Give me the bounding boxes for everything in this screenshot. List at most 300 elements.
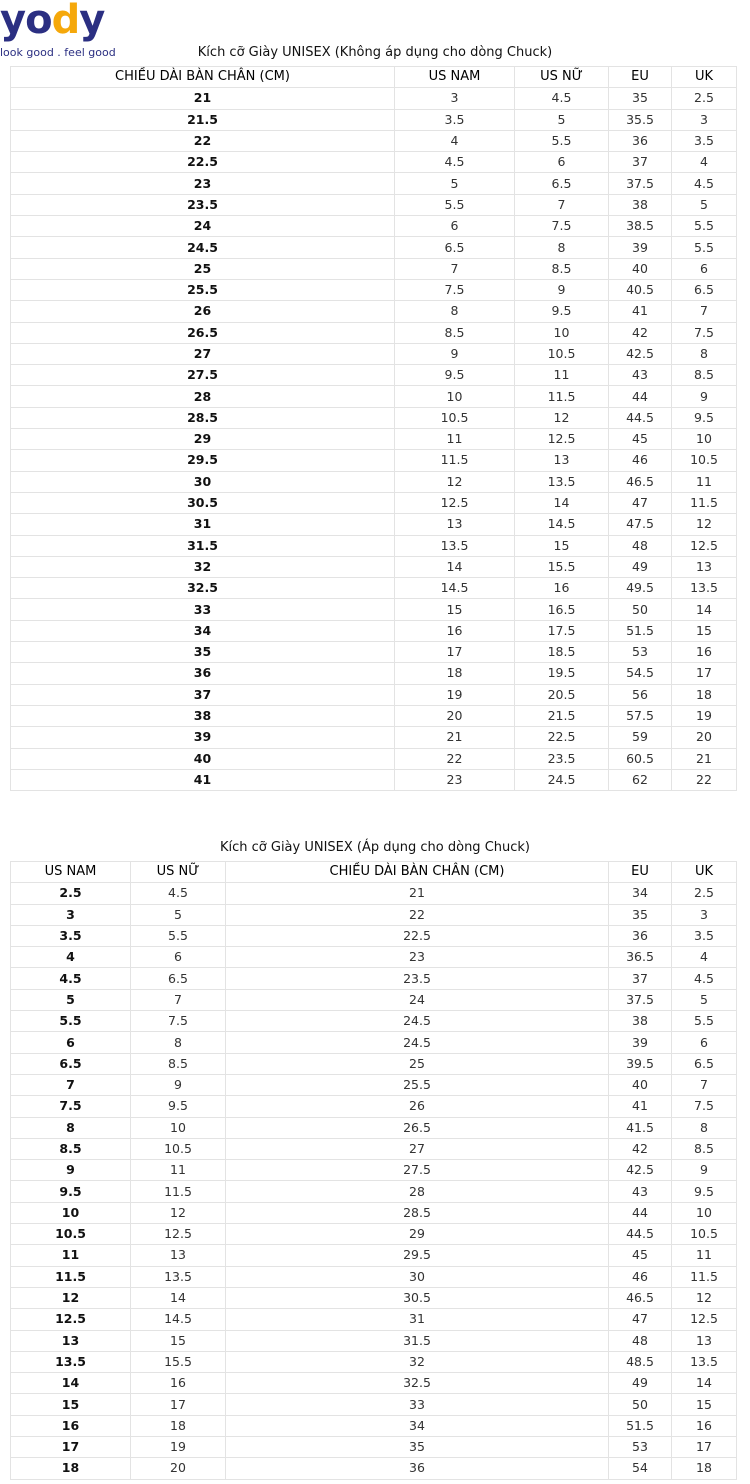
table1-cell: 9.5: [515, 301, 609, 322]
table1-cell: 49.5: [609, 578, 672, 599]
table1-cell: 43: [609, 365, 672, 386]
table2-header-us-men: US NAM: [11, 862, 131, 883]
table1-cell: 11.5: [395, 450, 515, 471]
table1-cell: 6.5: [395, 237, 515, 258]
table1-row: [11, 492, 737, 513]
table1-cell: 46: [609, 450, 672, 471]
table2-cell: 13.5: [131, 1266, 226, 1287]
table1-row: [11, 769, 737, 790]
table2-cell: 11.5: [672, 1266, 737, 1287]
table2-cell: 24.5: [226, 1011, 609, 1032]
table1-cell: 21.5: [11, 109, 395, 130]
table1-cell: 27: [11, 343, 395, 364]
table2-cell: 26.5: [226, 1117, 609, 1138]
table2-cell: 7: [131, 989, 226, 1010]
table1-cell: 42.5: [609, 343, 672, 364]
table2-cell: 27: [226, 1138, 609, 1159]
table1-cell: 22: [11, 130, 395, 151]
table2-cell: 18: [131, 1415, 226, 1436]
table2-cell: 30.5: [226, 1287, 609, 1308]
table1-cell: 8: [515, 237, 609, 258]
table2-cell: 6: [672, 1032, 737, 1053]
table1-cell: 15.5: [515, 556, 609, 577]
table2-cell: 35: [226, 1437, 609, 1458]
table2-cell: 3: [11, 904, 131, 925]
table1-cell: 50: [609, 599, 672, 620]
table2-cell: 18: [672, 1458, 737, 1479]
table1-cell: 29: [11, 429, 395, 450]
table1-cell: 8.5: [672, 365, 737, 386]
table1-row: [11, 258, 737, 279]
table1-row: [11, 705, 737, 726]
table2-row: [11, 904, 737, 925]
table1-cell: 5: [515, 109, 609, 130]
table2-cell: 34: [609, 883, 672, 904]
table2-cell: 17: [11, 1437, 131, 1458]
table1-cell: 12: [515, 407, 609, 428]
table1-cell: 28.5: [11, 407, 395, 428]
table2-header-uk: UK: [672, 862, 737, 883]
table2-cell: 36: [226, 1458, 609, 1479]
table2-cell: 54: [609, 1458, 672, 1479]
table2-cell: 3: [672, 904, 737, 925]
table2-cell: 20: [131, 1458, 226, 1479]
table2-header-foot-length: CHIỀU DÀI BÀN CHÂN (CM): [226, 862, 609, 883]
table2-cell: 9.5: [672, 1181, 737, 1202]
table1-cell: 12.5: [515, 429, 609, 450]
table1-cell: 23.5: [11, 194, 395, 215]
table2-cell: 5.5: [131, 925, 226, 946]
table2-cell: 13: [11, 1330, 131, 1351]
table1-cell: 35: [609, 88, 672, 109]
table1-cell: 11: [515, 365, 609, 386]
table1-row: [11, 173, 737, 194]
table1-row: [11, 194, 737, 215]
table1-cell: 5: [395, 173, 515, 194]
table2-row: [11, 1160, 737, 1181]
table2-header-row: [11, 862, 737, 883]
table1-cell: 14: [672, 599, 737, 620]
table1-row: [11, 365, 737, 386]
table1-cell: 13.5: [395, 535, 515, 556]
table2-cell: 5.5: [672, 1011, 737, 1032]
table1-cell: 25: [11, 258, 395, 279]
table2-cell: 31.5: [226, 1330, 609, 1351]
table2-row: [11, 1437, 737, 1458]
table2-cell: 27.5: [226, 1160, 609, 1181]
table2-cell: 10.5: [11, 1224, 131, 1245]
table1-cell: 62: [609, 769, 672, 790]
table2-row: [11, 925, 737, 946]
table2-header-eu: EU: [609, 862, 672, 883]
table1-row: [11, 514, 737, 535]
table2-cell: 10: [672, 1202, 737, 1223]
table2-row: [11, 1330, 737, 1351]
table1-cell: 22: [672, 769, 737, 790]
table2-cell: 51.5: [609, 1415, 672, 1436]
table1-cell: 10.5: [395, 407, 515, 428]
table1-cell: 38.5: [609, 216, 672, 237]
table1-row: [11, 109, 737, 130]
table2-cell: 8.5: [11, 1138, 131, 1159]
table1-cell: 13.5: [672, 578, 737, 599]
table2-cell: 13: [672, 1330, 737, 1351]
table1-cell: 5.5: [672, 216, 737, 237]
table1-header-eu: EU: [609, 67, 672, 88]
table1-cell: 18: [672, 684, 737, 705]
table2-cell: 14.5: [131, 1309, 226, 1330]
table1-cell: 37: [11, 684, 395, 705]
table1-row: [11, 535, 737, 556]
table1-row: [11, 386, 737, 407]
table1-cell: 38: [11, 705, 395, 726]
table2-cell: 23: [226, 947, 609, 968]
table1-cell: 21.5: [515, 705, 609, 726]
table1-cell: 20: [672, 727, 737, 748]
table2-cell: 31: [226, 1309, 609, 1330]
table1-cell: 7: [515, 194, 609, 215]
table2-cell: 45: [609, 1245, 672, 1266]
table1-header-foot-length: CHIỀU DÀI BÀN CHÂN (CM): [11, 67, 395, 88]
table1-cell: 56: [609, 684, 672, 705]
table1-cell: 42: [609, 322, 672, 343]
table1-cell: 10.5: [672, 450, 737, 471]
table1-cell: 18: [395, 663, 515, 684]
table2-row: [11, 989, 737, 1010]
table2-cell: 10: [11, 1202, 131, 1223]
table2-cell: 13.5: [11, 1351, 131, 1372]
table2-cell: 9: [672, 1160, 737, 1181]
table2-cell: 49: [609, 1373, 672, 1394]
table2-row: [11, 1138, 737, 1159]
table2-cell: 6: [131, 947, 226, 968]
table2-cell: 2.5: [11, 883, 131, 904]
table1-row: [11, 343, 737, 364]
table1-cell: 41: [11, 769, 395, 790]
table1-cell: 11.5: [515, 386, 609, 407]
table1-cell: 11: [672, 471, 737, 492]
table1-row: [11, 556, 737, 577]
table2-cell: 32: [226, 1351, 609, 1372]
table2-cell: 14: [11, 1373, 131, 1394]
table2-cell: 21: [226, 883, 609, 904]
table2-row: [11, 968, 737, 989]
table1-cell: 18.5: [515, 642, 609, 663]
table1-cell: 38: [609, 194, 672, 215]
table2-cell: 6.5: [11, 1053, 131, 1074]
table2-cell: 3.5: [672, 925, 737, 946]
table1-cell: 57.5: [609, 705, 672, 726]
table1-cell: 8: [395, 301, 515, 322]
table1-cell: 32.5: [11, 578, 395, 599]
table1-cell: 8.5: [395, 322, 515, 343]
table1-cell: 27.5: [11, 365, 395, 386]
table1-cell: 47: [609, 492, 672, 513]
table1-cell: 13: [515, 450, 609, 471]
table1-cell: 10: [395, 386, 515, 407]
table2-cell: 12: [11, 1287, 131, 1308]
table1-cell: 4.5: [672, 173, 737, 194]
table1-row: [11, 237, 737, 258]
table1-cell: 10: [672, 429, 737, 450]
table2-cell: 25.5: [226, 1074, 609, 1095]
table1-cell: 37: [609, 152, 672, 173]
table2-row: [11, 1202, 737, 1223]
table1-cell: 21: [11, 88, 395, 109]
table1-row: [11, 748, 737, 769]
table1-cell: 23: [395, 769, 515, 790]
table1-cell: 30.5: [11, 492, 395, 513]
table1-cell: 9: [672, 386, 737, 407]
table2-cell: 41.5: [609, 1117, 672, 1138]
table1-row: [11, 301, 737, 322]
table2-cell: 7.5: [11, 1096, 131, 1117]
table2-title: Kích cỡ Giày UNISEX (Áp dụng cho dòng Chuck): [219, 840, 530, 855]
table1-row: [11, 216, 737, 237]
table1-cell: 4: [672, 152, 737, 173]
table2-cell: 34: [226, 1415, 609, 1436]
table2-cell: 5: [131, 904, 226, 925]
table2-cell: 16: [11, 1415, 131, 1436]
table1-cell: 6: [395, 216, 515, 237]
table2-cell: 5: [672, 989, 737, 1010]
table2-cell: 4.5: [11, 968, 131, 989]
table2-cell: 15.5: [131, 1351, 226, 1372]
table2-cell: 46.5: [609, 1287, 672, 1308]
table1-cell: 7.5: [515, 216, 609, 237]
size-table-non-chuck: [10, 66, 737, 791]
table1-cell: 3: [395, 88, 515, 109]
table1-cell: 4.5: [395, 152, 515, 173]
table1-cell: 17: [395, 642, 515, 663]
table2-row: [11, 883, 737, 904]
table1-cell: 20: [395, 705, 515, 726]
table1-title: Kích cỡ Giày UNISEX (Không áp dụng cho dòng Chuck): [197, 45, 553, 60]
table1-cell: 12.5: [672, 535, 737, 556]
table2-row: [11, 1309, 737, 1330]
table2-cell: 7.5: [672, 1096, 737, 1117]
table2-cell: 11: [131, 1160, 226, 1181]
table1-row: [11, 152, 737, 173]
table2-cell: 11.5: [131, 1181, 226, 1202]
table1-cell: 44.5: [609, 407, 672, 428]
table2-cell: 33: [226, 1394, 609, 1415]
table1-cell: 14: [515, 492, 609, 513]
size-table-chuck: [10, 861, 737, 1480]
table2-cell: 47: [609, 1309, 672, 1330]
table2-cell: 13: [131, 1245, 226, 1266]
table1-cell: 5.5: [672, 237, 737, 258]
table1-row: [11, 642, 737, 663]
table1-cell: 51.5: [609, 620, 672, 641]
table2-cell: 14: [131, 1287, 226, 1308]
table2-cell: 40: [609, 1074, 672, 1095]
table1-cell: 23: [11, 173, 395, 194]
table1-cell: 19: [672, 705, 737, 726]
table2-cell: 22.5: [226, 925, 609, 946]
table1-cell: 45: [609, 429, 672, 450]
table1-row: [11, 727, 737, 748]
table2-cell: 11: [672, 1245, 737, 1266]
table2-cell: 12.5: [131, 1224, 226, 1245]
table1-cell: 30: [11, 471, 395, 492]
table2-cell: 18: [11, 1458, 131, 1479]
table1-cell: 12: [395, 471, 515, 492]
table1-cell: 26: [11, 301, 395, 322]
table1-header-us-women: US NỮ: [515, 67, 609, 88]
table1-cell: 6.5: [515, 173, 609, 194]
table2-row: [11, 1394, 737, 1415]
table2-row: [11, 1245, 737, 1266]
table2-cell: 19: [131, 1437, 226, 1458]
table1-cell: 6: [515, 152, 609, 173]
table2-cell: 25: [226, 1053, 609, 1074]
table1-cell: 12: [672, 514, 737, 535]
table1-cell: 25.5: [11, 279, 395, 300]
table1-cell: 21: [672, 748, 737, 769]
table1-cell: 13.5: [515, 471, 609, 492]
table2-cell: 15: [672, 1394, 737, 1415]
table1-cell: 59: [609, 727, 672, 748]
table1-cell: 40: [11, 748, 395, 769]
table1-cell: 39: [11, 727, 395, 748]
logo-wordmark: yody: [0, 0, 105, 43]
table2-cell: 38: [609, 1011, 672, 1032]
table2-cell: 35: [609, 904, 672, 925]
table2-cell: 5.5: [11, 1011, 131, 1032]
table2-cell: 39: [609, 1032, 672, 1053]
table2-cell: 36: [609, 925, 672, 946]
table2-cell: 6.5: [672, 1053, 737, 1074]
table2-cell: 29: [226, 1224, 609, 1245]
table2-cell: 9.5: [131, 1096, 226, 1117]
table1-cell: 29.5: [11, 450, 395, 471]
table2-cell: 12.5: [672, 1309, 737, 1330]
table2-cell: 9: [11, 1160, 131, 1181]
table2-row: [11, 1117, 737, 1138]
table2-cell: 17: [672, 1437, 737, 1458]
table1-cell: 8: [672, 343, 737, 364]
table2-cell: 12.5: [11, 1309, 131, 1330]
table2-cell: 24.5: [226, 1032, 609, 1053]
table2-cell: 4.5: [131, 883, 226, 904]
table2-cell: 41: [609, 1096, 672, 1117]
table1-cell: 40: [609, 258, 672, 279]
table1-cell: 49: [609, 556, 672, 577]
table2-cell: 43: [609, 1181, 672, 1202]
table2-cell: 6.5: [131, 968, 226, 989]
table2-row: [11, 1415, 737, 1436]
table2-cell: 2.5: [672, 883, 737, 904]
table2-cell: 29.5: [226, 1245, 609, 1266]
table1-cell: 13: [395, 514, 515, 535]
table1-cell: 15: [672, 620, 737, 641]
table1-cell: 41: [609, 301, 672, 322]
table1-cell: 8.5: [515, 258, 609, 279]
table1-cell: 4.5: [515, 88, 609, 109]
table2-cell: 37.5: [609, 989, 672, 1010]
table2-cell: 53: [609, 1437, 672, 1458]
table2-cell: 46: [609, 1266, 672, 1287]
table1-row: [11, 130, 737, 151]
table2-cell: 10.5: [131, 1138, 226, 1159]
table1-cell: 6.5: [672, 279, 737, 300]
table2-cell: 15: [131, 1330, 226, 1351]
table2-cell: 22: [226, 904, 609, 925]
table2-cell: 48: [609, 1330, 672, 1351]
table1-cell: 22.5: [515, 727, 609, 748]
table1-cell: 24.5: [515, 769, 609, 790]
table2-cell: 17: [131, 1394, 226, 1415]
table1-cell: 9: [395, 343, 515, 364]
table2-cell: 4: [672, 947, 737, 968]
table2-cell: 3.5: [11, 925, 131, 946]
table1-row: [11, 620, 737, 641]
table1-cell: 16: [672, 642, 737, 663]
table2-cell: 16: [672, 1415, 737, 1436]
table1-cell: 31: [11, 514, 395, 535]
table1-row: [11, 88, 737, 109]
table1-cell: 24.5: [11, 237, 395, 258]
table1-row: [11, 578, 737, 599]
table2-cell: 11.5: [11, 1266, 131, 1287]
table2-cell: 48.5: [609, 1351, 672, 1372]
table2-cell: 13.5: [672, 1351, 737, 1372]
table1-cell: 60.5: [609, 748, 672, 769]
table1-cell: 14.5: [395, 578, 515, 599]
table1-cell: 22.5: [11, 152, 395, 173]
table2-cell: 7: [11, 1074, 131, 1095]
table1-cell: 20.5: [515, 684, 609, 705]
table1-cell: 34: [11, 620, 395, 641]
table1-cell: 15: [515, 535, 609, 556]
table1-cell: 5.5: [515, 130, 609, 151]
table1-cell: 3.5: [395, 109, 515, 130]
table1-cell: 23.5: [515, 748, 609, 769]
table1-cell: 11: [395, 429, 515, 450]
table1-cell: 39: [609, 237, 672, 258]
table1-cell: 53: [609, 642, 672, 663]
table2-cell: 8: [131, 1032, 226, 1053]
table1-cell: 36: [609, 130, 672, 151]
table1-cell: 47.5: [609, 514, 672, 535]
table2-cell: 4.5: [672, 968, 737, 989]
table2-cell: 9: [131, 1074, 226, 1095]
table1-row: [11, 684, 737, 705]
table2-row: [11, 1266, 737, 1287]
table2-cell: 14: [672, 1373, 737, 1394]
table2-cell: 37: [609, 968, 672, 989]
table1-cell: 2.5: [672, 88, 737, 109]
table2-row: [11, 1373, 737, 1394]
table2-cell: 23.5: [226, 968, 609, 989]
table1-row: [11, 450, 737, 471]
table1-cell: 9.5: [395, 365, 515, 386]
table1-row: [11, 279, 737, 300]
table2-cell: 16: [131, 1373, 226, 1394]
table2-row: [11, 1458, 737, 1479]
table1-cell: 9.5: [672, 407, 737, 428]
table2-cell: 12: [131, 1202, 226, 1223]
table1-cell: 5.5: [395, 194, 515, 215]
table1-cell: 28: [11, 386, 395, 407]
table1-row: [11, 471, 737, 492]
table2-cell: 9.5: [11, 1181, 131, 1202]
table2-cell: 28: [226, 1181, 609, 1202]
table2-row: [11, 1096, 737, 1117]
table1-cell: 44: [609, 386, 672, 407]
table2-cell: 39.5: [609, 1053, 672, 1074]
